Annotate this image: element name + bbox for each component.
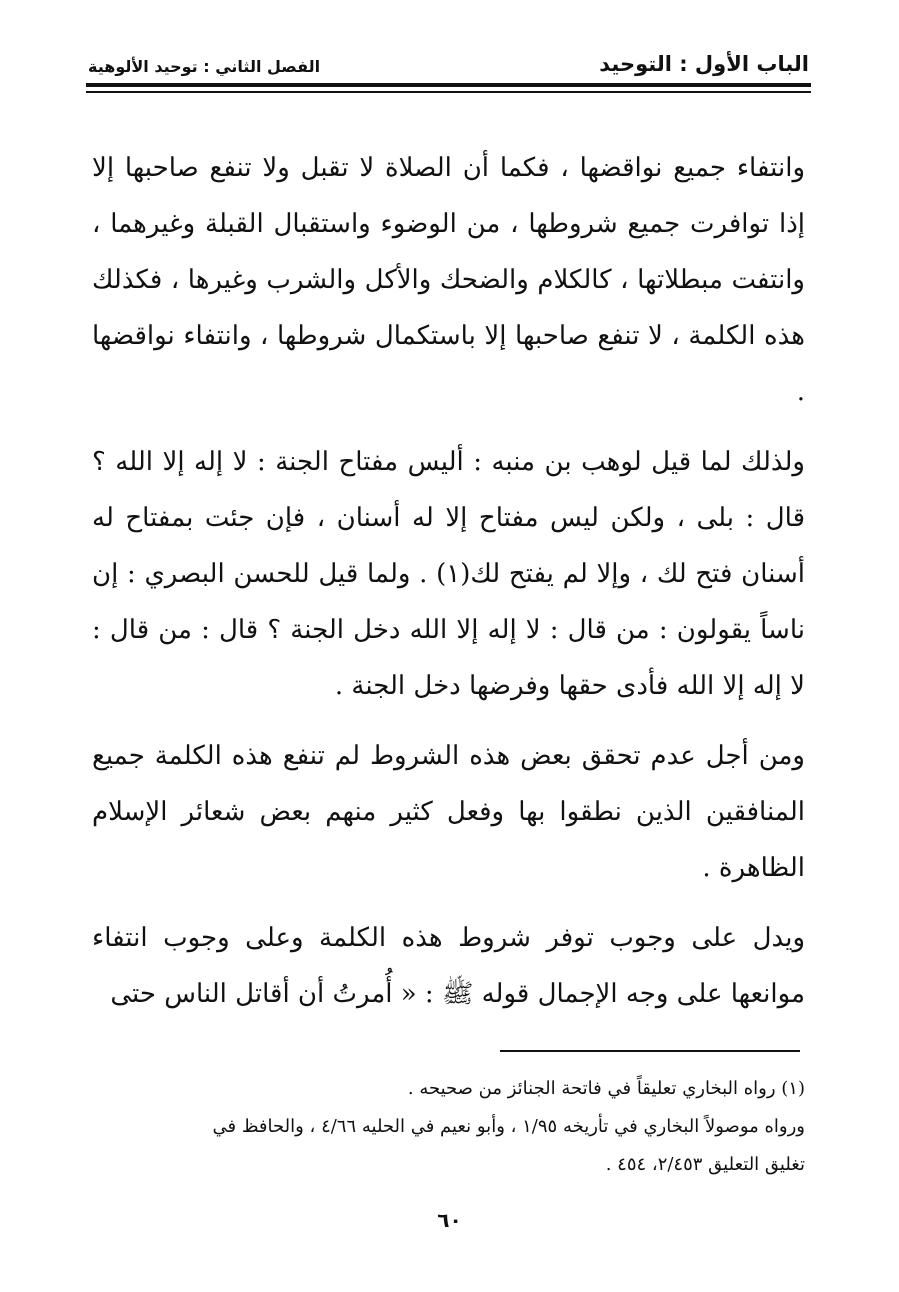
chapter-title: الباب الأول : التوحيد <box>599 52 809 76</box>
header-rule-thin <box>86 91 811 93</box>
footnotes <box>92 1070 805 1184</box>
paragraph: وانتفاء جميع نواقضها ، فكما أن الصلاة لا تقبل ولا تنفع صاحبها إلا إذا توافرت جميع شروطها ، من الوضوء واستقبال القبلة وغيرهما ، وانتفت مبطلاتها ، كالكلام والضحك والأكل والشرب وغيرها ، فكذلك هذه الكلمة ، لا تنفع صاحبها إلا باستكمال شروطها ، وانتفاء نواقضها . <box>92 153 805 407</box>
running-header <box>88 40 809 76</box>
page-number: ٦٠ <box>437 1208 462 1232</box>
paragraph: ومن أجل عدم تحقق بعض هذه الشروط لم تنفع هذه الكلمة جميع المنافقين الذين نطقوا بها وفعل كثير منهم بعض شعائر الإسلام الظاهرة . <box>92 741 805 883</box>
footnote-separator <box>500 1050 800 1052</box>
body-text <box>92 140 805 1036</box>
header-rule-thick <box>86 83 811 87</box>
paragraph: ويدل على وجوب توفر شروط هذه الكلمة وعلى وجوب انتفاء موانعها على وجه الإجمال قوله ﷺ : « أُمرتُ أن أقاتل الناس حتى <box>92 923 805 1009</box>
footnote-line: ورواه موصولاً البخاري في تأريخه ١/٩٥ ، وأبو نعيم في الحليه ٤/٦٦ ، والحافظ في <box>212 1116 805 1137</box>
paragraph: ولذلك لما قيل لوهب بن منبه : أليس مفتاح الجنة : لا إله إلا الله ؟ قال : بلى ، ولكن ليس مفتاح إلا له أسنان ، فإن جئت بمفتاح له أسنان فتح لك ، وإلا لم يفتح لك(١) . ولما قيل للحسن البصري : إن ناساً يقولون : من قال : لا إله إلا الله دخل الجنة ؟ قال : من قال : لا إله إلا الله فأدى حقها وفرضها دخل الجنة . <box>92 447 805 701</box>
section-title: الفصل الثاني : توحيد الألوهية <box>88 57 321 76</box>
footnote-line: (١) رواه البخاري تعليقاً في فاتحة الجنائز من صحيحه . <box>407 1078 805 1099</box>
footnote-line: تغليق التعليق ٢/٤٥٣، ٤٥٤ . <box>605 1154 805 1175</box>
